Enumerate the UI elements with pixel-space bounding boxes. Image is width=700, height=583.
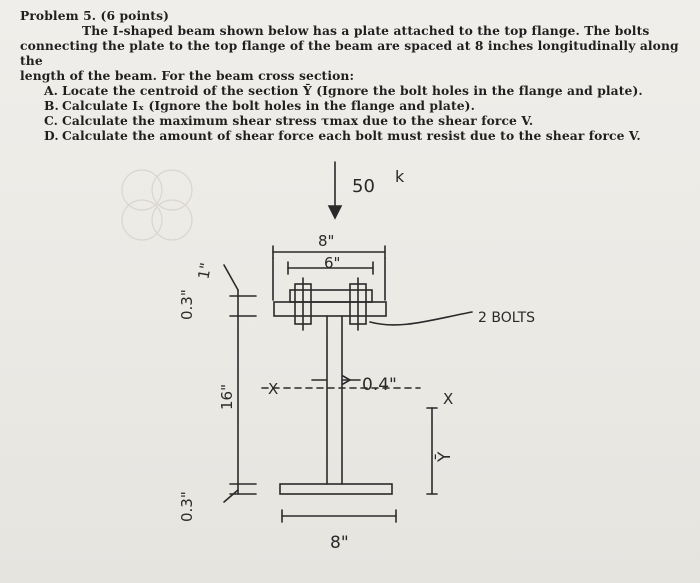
plate-thickness-label: 1" xyxy=(194,261,216,281)
intro-line-1: The I-shaped beam shown below has a plate attached to the top flange. The bolts xyxy=(82,23,650,38)
web-height-label: 16" xyxy=(218,384,236,410)
task-letter: A. xyxy=(44,83,59,98)
flange-thickness-label: 0.3" xyxy=(178,289,196,320)
top-plate xyxy=(274,302,386,316)
task-text: Calculate the amount of shear force each bolt must resist due to the shear force V. xyxy=(62,128,641,143)
task-letter: C. xyxy=(44,113,59,128)
intro-line-2: connecting the plate to the top flange of the beam are spaced at 8 inches longitudinally along the xyxy=(20,38,679,68)
bottom-flange-thickness-label: 0.3" xyxy=(178,491,196,522)
task-text: Calculate Iₓ (Ignore the bolt holes in the flange and plate). xyxy=(62,98,475,113)
axis-label-left: X xyxy=(268,380,279,398)
load-label: 50 xyxy=(352,176,375,197)
load-arrow xyxy=(329,162,341,218)
axis-label-right: X xyxy=(443,390,454,408)
centroid-label: Ȳ xyxy=(435,451,455,462)
web-thickness-label: 0.4" xyxy=(362,375,397,395)
centroid-dimension xyxy=(427,408,437,494)
web xyxy=(327,316,342,484)
problem-heading: Problem 5. (6 points) xyxy=(20,8,170,23)
load-unit-label: k xyxy=(395,167,405,186)
bleed-through-marks xyxy=(122,170,192,240)
task-letter: B. xyxy=(44,98,59,113)
bottom-flange xyxy=(280,484,392,494)
bottom-flange-width-dimension xyxy=(282,510,396,522)
bolts xyxy=(295,278,366,330)
height-dimension xyxy=(224,265,256,502)
bottom-flange-width-label: 8" xyxy=(330,533,349,553)
web-thickness-arrows xyxy=(312,376,360,384)
bolts-label: 2 BOLTS xyxy=(478,310,536,326)
task-text: Calculate the maximum shear stress τmax due to the shear force V. xyxy=(62,113,534,128)
plate-width-label: 8" xyxy=(318,232,335,250)
task-letter: D. xyxy=(44,128,59,143)
task-text: Locate the centroid of the section Ȳ (Ignore the bolt holes in the flange and plate). xyxy=(62,83,643,98)
flange-width-label: 6" xyxy=(324,254,341,272)
intro-line-3: length of the beam. For the beam cross section: xyxy=(20,68,355,83)
